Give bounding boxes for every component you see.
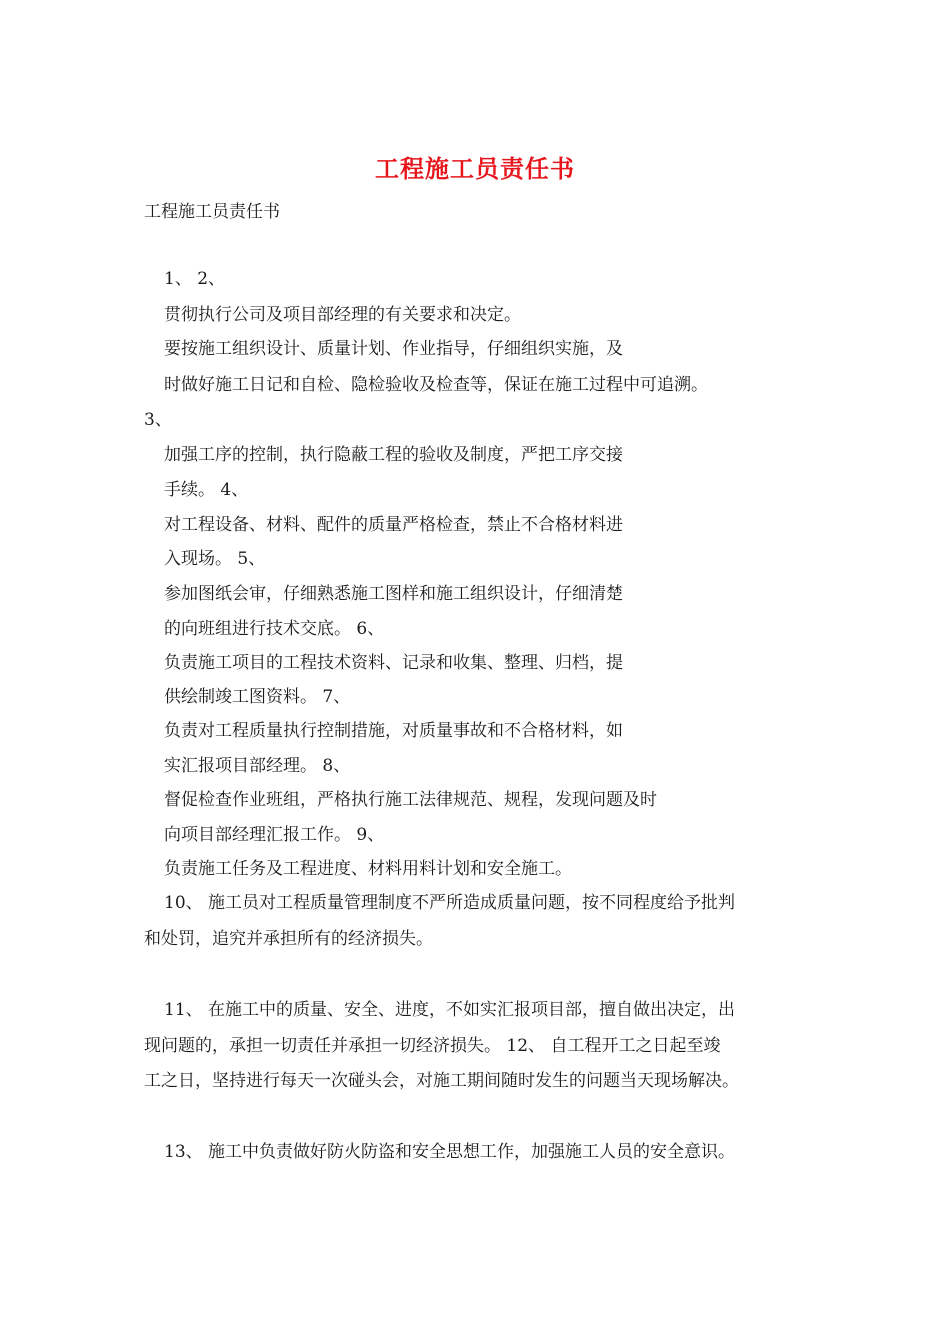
body-line: 负责对工程质量执行控制措施，对质量事故和不合格材料，如 xyxy=(164,721,623,741)
body-line: 的向班组进行技术交底。 6、 xyxy=(164,619,385,639)
body-line: 参加图纸会审，仔细熟悉施工图样和施工组织设计，仔细清楚 xyxy=(164,584,623,604)
document-title: 工程施工员责任书 xyxy=(375,154,575,183)
body-line: 11、 在施工中的质量、安全、进度，不如实汇报项目部，擅自做出决定，出 xyxy=(164,1000,736,1020)
body-line: 贯彻执行公司及项目部经理的有关要求和决定。 xyxy=(164,305,521,325)
body-line: 手续。 4、 xyxy=(164,480,249,500)
body-line: 供绘制竣工图资料。 7、 xyxy=(164,687,351,707)
body-line: 入现场。 5、 xyxy=(164,549,266,569)
body-line: 10、 施工员对工程质量管理制度不严所造成质量问题，按不同程度给予批判 xyxy=(164,893,736,913)
body-line: 1、 2、 xyxy=(164,269,226,289)
body-line: 工之日，坚持进行每天一次碰头会，对施工期间随时发生的问题当天现场解决。 xyxy=(144,1071,739,1091)
body-line: 对工程设备、材料、配件的质量严格检查，禁止不合格材料进 xyxy=(164,515,623,535)
body-line: 向项目部经理汇报工作。 9、 xyxy=(164,825,385,845)
body-line: 加强工序的控制，执行隐蔽工程的验收及制度，严把工序交接 xyxy=(164,445,623,465)
body-line: 和处罚，追究并承担所有的经济损失。 xyxy=(144,929,433,949)
body-line: 现问题的，承担一切责任并承担一切经济损失。 12、 自工程开工之日起至竣 xyxy=(144,1036,721,1056)
body-line: 实汇报项目部经理。 8、 xyxy=(164,756,351,776)
body-line: 负责施工任务及工程进度、材料用料计划和安全施工。 xyxy=(164,859,572,879)
body-line: 13、 施工中负责做好防火防盗和安全思想工作，加强施工人员的安全意识。 xyxy=(164,1142,736,1162)
body-line: 督促检查作业班组，严格执行施工法律规范、规程，发现问题及时 xyxy=(164,790,657,810)
document-subtitle: 工程施工员责任书 xyxy=(144,202,280,222)
body-line: 3、 xyxy=(144,410,172,430)
body-line: 要按施工组织设计、质量计划、作业指导，仔细组织实施，及 xyxy=(164,339,623,359)
body-line: 负责施工项目的工程技术资料、记录和收集、整理、归档，提 xyxy=(164,653,623,673)
body-line: 时做好施工日记和自检、隐检验收及检查等，保证在施工过程中可追溯。 xyxy=(164,375,708,395)
